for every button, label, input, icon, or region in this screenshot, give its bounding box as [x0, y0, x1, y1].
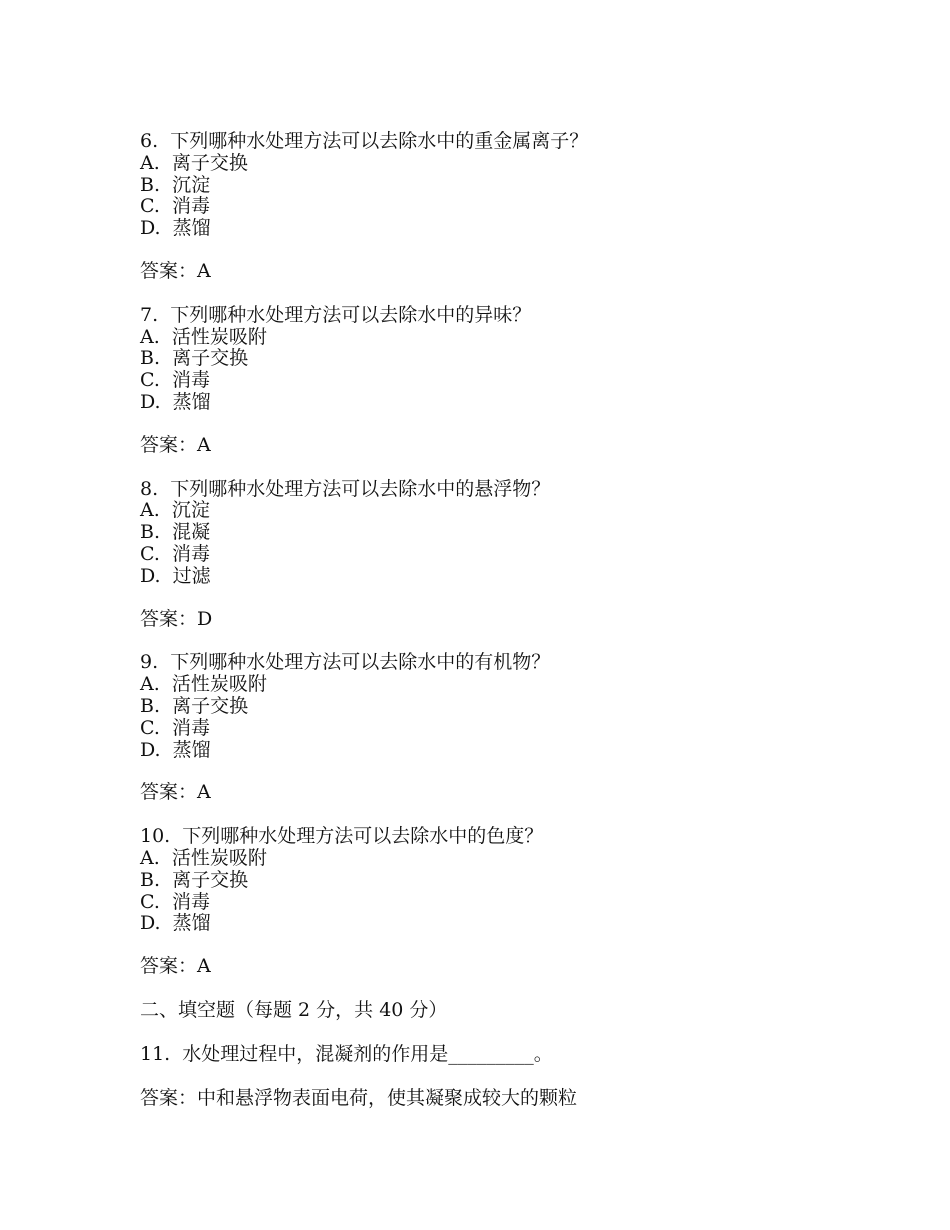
option-b: B. 离子交换 [140, 347, 249, 370]
question-stem: 8. 下列哪种水处理方法可以去除水中的悬浮物？ [140, 477, 551, 500]
option-b: B. 离子交换 [140, 868, 249, 891]
option-c: C. 消毒 [140, 890, 210, 913]
document-page [140, 131, 920, 1109]
option-a: A. 活性炭吸附 [140, 846, 267, 869]
option-d: D. 蒸馏 [140, 912, 211, 935]
question-8 [140, 479, 920, 631]
option-d: D. 蒸馏 [140, 390, 211, 413]
option-d: D. 过滤 [140, 564, 211, 587]
answer: 答案：A [140, 259, 211, 282]
option-a: A. 离子交换 [140, 151, 248, 174]
option-d: D. 蒸馏 [140, 217, 211, 240]
question-stem: 6. 下列哪种水处理方法可以去除水中的重金属离子？ [140, 130, 589, 152]
question-9 [140, 652, 920, 804]
fill-blank-question: 11. 水处理过程中，混凝剂的作用是_________。 [140, 1042, 553, 1065]
question-stem: 10. 下列哪种水处理方法可以去除水中的色度？ [140, 825, 544, 848]
question-6 [140, 131, 920, 283]
option-a: A. 活性炭吸附 [140, 673, 267, 696]
answer: 答案：A [140, 433, 211, 456]
option-c: C. 消毒 [140, 195, 210, 218]
fill-blank-answer: 答案：中和悬浮物表面电荷，使其凝聚成较大的颗粒 [140, 1086, 578, 1109]
question-stem: 7. 下列哪种水处理方法可以去除水中的异味？ [140, 303, 532, 326]
option-b: B. 离子交换 [140, 694, 249, 717]
option-d: D. 蒸馏 [140, 738, 211, 761]
option-a: A. 活性炭吸附 [140, 325, 267, 348]
question-7 [140, 305, 920, 457]
question-10 [140, 826, 920, 978]
answer: 答案：A [140, 955, 211, 978]
option-a: A. 沉淀 [140, 499, 210, 522]
option-b: B. 沉淀 [140, 173, 211, 196]
question-stem: 9. 下列哪种水处理方法可以去除水中的有机物？ [140, 651, 551, 674]
section-heading: 二、填空题（每题 2 分，共 40 分） [140, 998, 448, 1021]
option-c: C. 消毒 [140, 369, 210, 392]
option-b: B. 混凝 [140, 521, 211, 544]
option-c: C. 消毒 [140, 716, 210, 739]
option-c: C. 消毒 [140, 542, 210, 565]
answer: 答案：A [140, 781, 211, 804]
answer: 答案：D [140, 607, 213, 630]
